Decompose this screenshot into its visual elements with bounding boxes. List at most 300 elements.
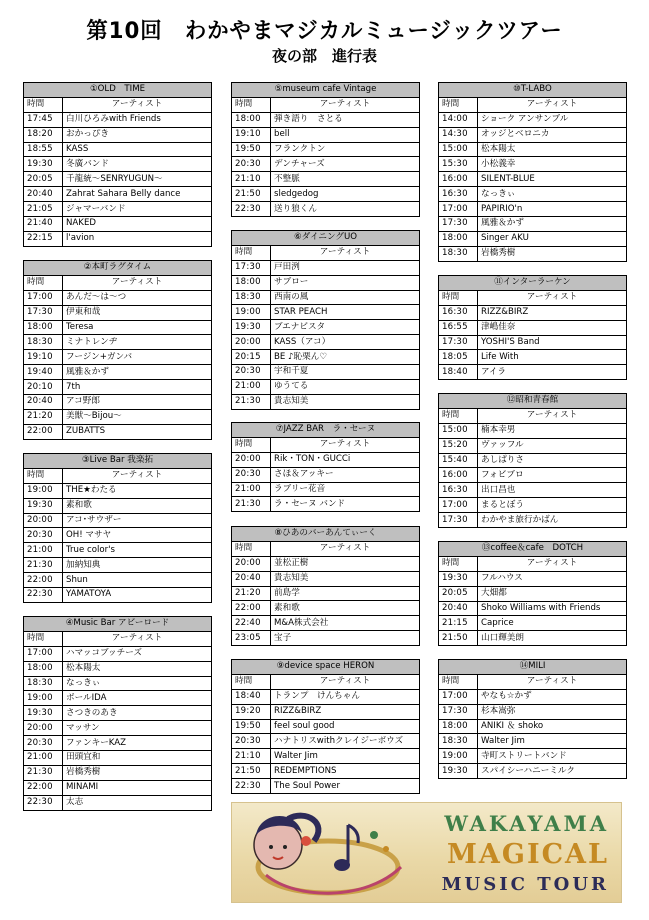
artist-cell: アコ･サウザー xyxy=(63,513,212,528)
table-row xyxy=(232,764,420,779)
table-row xyxy=(24,231,212,246)
time-cell: 19:30 xyxy=(24,498,63,513)
venue-name: ⑭MILI xyxy=(439,660,627,675)
time-cell: 19:30 xyxy=(439,764,478,779)
schedule-table xyxy=(438,393,627,528)
venue-name: ⑨device space HERON xyxy=(232,660,420,675)
artist-cell: Singer AKU xyxy=(478,231,627,246)
time-cell: 22:00 xyxy=(24,573,63,588)
artist-cell: デンチャーズ xyxy=(271,157,420,172)
schedule-table xyxy=(231,230,420,410)
table-row xyxy=(232,394,420,409)
table-row xyxy=(439,217,627,232)
table-row xyxy=(232,704,420,719)
schedule-table xyxy=(23,453,212,603)
table-row xyxy=(439,187,627,202)
artist-cell: トランプ けんちゃん xyxy=(271,689,420,704)
time-cell: 22:00 xyxy=(24,424,63,439)
table-row xyxy=(24,498,212,513)
time-cell: 17:00 xyxy=(439,498,478,513)
artist-cell: 楠本幸男 xyxy=(478,423,627,438)
table-row xyxy=(24,588,212,603)
artist-cell: YAMATOYA xyxy=(63,588,212,603)
artist-cell: マッサン xyxy=(63,721,212,736)
time-column-header: 時間 xyxy=(24,97,63,112)
time-cell: 20:00 xyxy=(24,513,63,528)
table-row xyxy=(232,631,420,646)
table-row xyxy=(439,631,627,646)
table-row xyxy=(24,320,212,335)
time-cell: 20:00 xyxy=(24,721,63,736)
tour-logo-banner xyxy=(231,802,622,903)
artist-column-header: アーティスト xyxy=(271,541,420,556)
venue-name: ⑦JAZZ BAR ラ・セーヌ xyxy=(232,423,420,438)
artist-column-header: アーティスト xyxy=(271,97,420,112)
table-row xyxy=(24,157,212,172)
table-row xyxy=(232,452,420,467)
time-cell: 20:00 xyxy=(232,335,271,350)
table-row xyxy=(232,467,420,482)
time-cell: 18:00 xyxy=(439,231,478,246)
time-column-header: 時間 xyxy=(232,437,271,452)
time-cell: 20:10 xyxy=(24,380,63,395)
time-cell: 21:00 xyxy=(24,751,63,766)
table-row xyxy=(439,320,627,335)
time-cell: 22:30 xyxy=(232,202,271,217)
time-cell: 22:40 xyxy=(232,616,271,631)
table-row xyxy=(439,112,627,127)
time-cell: 17:00 xyxy=(24,290,63,305)
table-row xyxy=(24,127,212,142)
time-cell: 18:20 xyxy=(24,127,63,142)
table-row xyxy=(232,290,420,305)
table-row xyxy=(439,764,627,779)
table-row xyxy=(232,112,420,127)
table-row xyxy=(439,423,627,438)
time-cell: 19:30 xyxy=(24,706,63,721)
time-cell: 19:50 xyxy=(232,142,271,157)
artist-cell: 岩橋秀樹 xyxy=(63,765,212,780)
artist-cell: 田頭宜和 xyxy=(63,751,212,766)
time-column-header: 時間 xyxy=(439,290,478,305)
time-cell: 20:40 xyxy=(24,187,63,202)
artist-cell: おかっぴき xyxy=(63,127,212,142)
artist-column-header: アーティスト xyxy=(478,408,627,423)
artist-cell: オッジとベロニカ xyxy=(478,127,627,142)
artist-cell: sledgedog xyxy=(271,187,420,202)
table-row xyxy=(439,586,627,601)
artist-cell: 貴志知美 xyxy=(271,571,420,586)
table-row xyxy=(439,365,627,380)
venue-schedule xyxy=(438,393,627,528)
venue-name: ⑥ダイニングUO xyxy=(232,231,420,246)
time-cell: 21:30 xyxy=(232,497,271,512)
time-cell: 19:10 xyxy=(24,350,63,365)
venue-schedule xyxy=(438,659,627,779)
artist-cell: 伊東和哉 xyxy=(63,305,212,320)
woman-music-note-logo-icon xyxy=(236,805,416,901)
artist-cell: Walter Jim xyxy=(478,734,627,749)
schedule-table xyxy=(23,260,212,440)
time-column-header: 時間 xyxy=(232,541,271,556)
table-row xyxy=(232,482,420,497)
time-cell: 21:10 xyxy=(232,172,271,187)
table-row xyxy=(439,616,627,631)
venue-name: ②本町ラグタイム xyxy=(24,261,212,276)
time-cell: 19:20 xyxy=(232,704,271,719)
time-cell: 20:00 xyxy=(232,556,271,571)
time-cell: 21:20 xyxy=(24,409,63,424)
table-row xyxy=(232,202,420,217)
artist-cell: アコ野郎 xyxy=(63,395,212,410)
table-row xyxy=(439,157,627,172)
time-cell: 21:10 xyxy=(232,749,271,764)
table-row xyxy=(24,528,212,543)
venue-name: ⑬coffee＆cafe DOTCH xyxy=(439,542,627,557)
artist-cell: 素和歌 xyxy=(63,498,212,513)
artist-cell: 戸田洌 xyxy=(271,260,420,275)
time-cell: 21:30 xyxy=(232,394,271,409)
time-column-header: 時間 xyxy=(439,408,478,423)
table-row xyxy=(232,305,420,320)
time-cell: 21:50 xyxy=(232,187,271,202)
time-cell: 17:00 xyxy=(24,646,63,661)
table-row xyxy=(439,127,627,142)
artist-cell: さほ＆アッキー xyxy=(271,467,420,482)
artist-cell: REDEMPTIONS xyxy=(271,764,420,779)
time-cell: 18:30 xyxy=(439,246,478,261)
time-cell: 15:30 xyxy=(439,157,478,172)
time-cell: 20:30 xyxy=(232,734,271,749)
schedule-table xyxy=(438,82,627,262)
artist-cell: フージン+ガンバ xyxy=(63,350,212,365)
artist-cell: ヴァッフル xyxy=(478,438,627,453)
time-cell: 18:30 xyxy=(24,676,63,691)
artist-cell: SILENT-BLUE xyxy=(478,172,627,187)
table-row xyxy=(24,305,212,320)
table-row xyxy=(24,409,212,424)
time-cell: 18:00 xyxy=(439,719,478,734)
table-row xyxy=(24,751,212,766)
table-row xyxy=(232,275,420,290)
table-row xyxy=(439,335,627,350)
artist-cell: フルハウス xyxy=(478,571,627,586)
venue-name: ③Live Bar 我楽拓 xyxy=(24,454,212,469)
table-row xyxy=(439,601,627,616)
table-row xyxy=(439,689,627,704)
artist-cell: やなも☆かず xyxy=(478,689,627,704)
time-cell: 17:30 xyxy=(439,217,478,232)
artist-cell: 7th xyxy=(63,380,212,395)
table-row xyxy=(232,172,420,187)
time-cell: 16:30 xyxy=(439,187,478,202)
table-row xyxy=(24,721,212,736)
time-column-header: 時間 xyxy=(439,674,478,689)
artist-cell: ラブリー花音 xyxy=(271,482,420,497)
table-row xyxy=(232,601,420,616)
time-cell: 14:30 xyxy=(439,127,478,142)
artist-cell: Zahrat Sahara Belly dance xyxy=(63,187,212,202)
table-row xyxy=(232,571,420,586)
artist-column-header: アーティスト xyxy=(271,437,420,452)
artist-cell: YOSHI'S Band xyxy=(478,335,627,350)
time-column-header: 時間 xyxy=(232,245,271,260)
artist-cell: あんだ～は～つ xyxy=(63,290,212,305)
table-row xyxy=(439,231,627,246)
schedule-table xyxy=(23,82,212,247)
schedule-table xyxy=(231,422,420,512)
time-cell: 21:50 xyxy=(232,764,271,779)
page-subtitle: 夜の部 進行表 xyxy=(271,47,377,65)
schedule-table xyxy=(231,526,420,646)
artist-column-header: アーティスト xyxy=(271,245,420,260)
time-cell: 20:40 xyxy=(24,395,63,410)
time-cell: 18:00 xyxy=(24,661,63,676)
banner-line-magical: MAGICAL xyxy=(447,839,609,870)
time-cell: 22:30 xyxy=(24,795,63,810)
time-cell: 20:05 xyxy=(439,586,478,601)
artist-cell: Shoko Williams with Friends xyxy=(478,601,627,616)
table-row xyxy=(232,689,420,704)
time-cell: 16:00 xyxy=(439,468,478,483)
artist-cell: 松本陽太 xyxy=(63,661,212,676)
venue-schedule xyxy=(231,659,420,794)
artist-cell: 風雅＆かず xyxy=(478,217,627,232)
artist-cell: ショーク アンサンブル xyxy=(478,112,627,127)
table-row xyxy=(232,556,420,571)
time-cell: 20:30 xyxy=(232,365,271,380)
artist-cell: MINAMI xyxy=(63,780,212,795)
time-cell: 17:30 xyxy=(439,704,478,719)
time-column-header: 時間 xyxy=(439,97,478,112)
time-cell: 21:15 xyxy=(439,616,478,631)
time-cell: 22:30 xyxy=(24,588,63,603)
time-cell: 18:55 xyxy=(24,142,63,157)
time-cell: 20:30 xyxy=(232,467,271,482)
schedule-table xyxy=(23,616,212,811)
artist-cell: なっきぃ xyxy=(478,187,627,202)
artist-cell: スパイシーハニーミルク xyxy=(478,764,627,779)
time-cell: 21:40 xyxy=(24,217,63,232)
table-row xyxy=(232,260,420,275)
table-row xyxy=(439,172,627,187)
time-cell: 16:00 xyxy=(439,172,478,187)
artist-cell: 前島学 xyxy=(271,586,420,601)
artist-cell: 西南の風 xyxy=(271,290,420,305)
time-cell: 19:30 xyxy=(24,157,63,172)
artist-column-header: アーティスト xyxy=(478,674,627,689)
time-cell: 18:30 xyxy=(232,290,271,305)
time-cell: 21:00 xyxy=(24,543,63,558)
artist-column-header: アーティスト xyxy=(478,290,627,305)
table-row xyxy=(232,379,420,394)
time-cell: 15:20 xyxy=(439,438,478,453)
time-cell: 21:50 xyxy=(439,631,478,646)
time-cell: 18:00 xyxy=(232,112,271,127)
artist-cell: わかやま旅行かばん xyxy=(478,513,627,528)
artist-cell: 松本陽太 xyxy=(478,142,627,157)
table-row xyxy=(232,497,420,512)
artist-cell: フランクトン xyxy=(271,142,420,157)
time-cell: 20:15 xyxy=(232,350,271,365)
artist-cell: フォビブロ xyxy=(478,468,627,483)
table-row xyxy=(24,558,212,573)
table-row xyxy=(232,734,420,749)
artist-cell: ミナトレンヂ xyxy=(63,335,212,350)
time-cell: 19:10 xyxy=(232,127,271,142)
artist-cell: 小松義幸 xyxy=(478,157,627,172)
artist-cell: 太志 xyxy=(63,795,212,810)
time-cell: 15:00 xyxy=(439,142,478,157)
artist-cell: 津嶋佳奈 xyxy=(478,320,627,335)
venue-schedule xyxy=(23,82,212,247)
artist-cell: 送り狼くん xyxy=(271,202,420,217)
time-cell: 19:30 xyxy=(232,320,271,335)
time-cell: 17:30 xyxy=(439,513,478,528)
schedule-table xyxy=(438,659,627,779)
table-row xyxy=(439,202,627,217)
table-row xyxy=(232,320,420,335)
page-title: 第10回 わかやまマジカルミュージックツアー xyxy=(86,19,563,44)
artist-column-header: アーティスト xyxy=(478,97,627,112)
artist-cell: 宝子 xyxy=(271,631,420,646)
venue-name: ⑤museum cafe Vintage xyxy=(232,83,420,98)
venue-schedule xyxy=(231,422,420,512)
table-row xyxy=(232,127,420,142)
venue-name: ④Music Bar アビーロード xyxy=(24,617,212,632)
artist-cell: 千龍統～SENRYUGUN～ xyxy=(63,172,212,187)
time-cell: 17:45 xyxy=(24,112,63,127)
time-cell: 18:05 xyxy=(439,350,478,365)
time-column-header: 時間 xyxy=(232,674,271,689)
time-column-header: 時間 xyxy=(232,97,271,112)
time-cell: 15:00 xyxy=(439,423,478,438)
artist-cell: ハマッコブッチーズ xyxy=(63,646,212,661)
table-row xyxy=(24,142,212,157)
table-row xyxy=(24,780,212,795)
time-cell: 20:40 xyxy=(439,601,478,616)
table-row xyxy=(24,112,212,127)
table-row xyxy=(439,305,627,320)
artist-cell: Shun xyxy=(63,573,212,588)
artist-cell: ゆうてる xyxy=(271,379,420,394)
table-row xyxy=(24,646,212,661)
table-row xyxy=(24,187,212,202)
artist-cell: The Soul Power xyxy=(271,779,420,794)
table-row xyxy=(24,706,212,721)
artist-cell: 不整脈 xyxy=(271,172,420,187)
time-cell: 17:30 xyxy=(439,335,478,350)
venue-schedule xyxy=(231,230,420,410)
table-row xyxy=(232,350,420,365)
time-cell: 17:00 xyxy=(439,689,478,704)
artist-cell: あしぱりさ xyxy=(478,453,627,468)
time-cell: 16:30 xyxy=(439,483,478,498)
table-row xyxy=(232,142,420,157)
time-cell: 20:30 xyxy=(24,528,63,543)
banner-line-wakayama: WAKAYAMA xyxy=(444,811,609,836)
table-row xyxy=(24,765,212,780)
time-cell: 22:30 xyxy=(232,779,271,794)
venue-schedule xyxy=(23,260,212,440)
table-row xyxy=(439,438,627,453)
time-cell: 14:00 xyxy=(439,112,478,127)
table-row xyxy=(232,719,420,734)
time-cell: 16:30 xyxy=(439,305,478,320)
artist-column-header: アーティスト xyxy=(63,468,212,483)
artist-cell: l'avion xyxy=(63,231,212,246)
time-cell: 21:00 xyxy=(232,482,271,497)
table-row xyxy=(439,246,627,261)
table-row xyxy=(24,335,212,350)
artist-cell: 素和歌 xyxy=(271,601,420,616)
schedule-table xyxy=(231,659,420,794)
venue-name: ⑧ひあのバーあんてぃーく xyxy=(232,527,420,542)
artist-cell: 加納知典 xyxy=(63,558,212,573)
time-cell: 20:40 xyxy=(232,571,271,586)
time-cell: 15:40 xyxy=(439,453,478,468)
table-row xyxy=(24,483,212,498)
schedule-table xyxy=(438,541,627,646)
artist-cell: Walter Jim xyxy=(271,749,420,764)
table-row xyxy=(232,157,420,172)
venue-name: ⑪インターラーケン xyxy=(439,276,627,291)
schedule-table xyxy=(438,275,627,380)
table-row xyxy=(439,498,627,513)
table-row xyxy=(24,350,212,365)
artist-cell: PAPIRIO'n xyxy=(478,202,627,217)
time-cell: 20:30 xyxy=(232,157,271,172)
artist-cell: 大畑都 xyxy=(478,586,627,601)
time-cell: 20:05 xyxy=(24,172,63,187)
artist-cell: NAKED xyxy=(63,217,212,232)
table-row xyxy=(24,202,212,217)
venue-name: ⑩T-LABO xyxy=(439,83,627,98)
table-row xyxy=(24,424,212,439)
time-cell: 18:30 xyxy=(439,734,478,749)
artist-cell: 白川ひろみwith Friends xyxy=(63,112,212,127)
artist-cell: 杉本嵩弥 xyxy=(478,704,627,719)
artist-cell: feel soul good xyxy=(271,719,420,734)
artist-cell: 貴志知美 xyxy=(271,394,420,409)
time-cell: 20:00 xyxy=(232,452,271,467)
artist-column-header: アーティスト xyxy=(478,556,627,571)
time-cell: 18:40 xyxy=(232,689,271,704)
time-cell: 18:00 xyxy=(232,275,271,290)
table-row xyxy=(439,350,627,365)
artist-cell: なっきぃ xyxy=(63,676,212,691)
artist-cell: まるとぼう xyxy=(478,498,627,513)
table-row xyxy=(24,691,212,706)
artist-cell: ブエナビスタ xyxy=(271,320,420,335)
table-row xyxy=(24,736,212,751)
table-row xyxy=(24,543,212,558)
table-row xyxy=(439,513,627,528)
time-column-header: 時間 xyxy=(24,631,63,646)
table-row xyxy=(24,217,212,232)
artist-cell: ZUBATTS xyxy=(63,424,212,439)
schedule-table xyxy=(231,82,420,217)
venue-schedule xyxy=(23,616,212,811)
artist-cell: 弾き語り さとる xyxy=(271,112,420,127)
artist-cell: OH! マサヤ xyxy=(63,528,212,543)
table-row xyxy=(439,719,627,734)
time-cell: 21:30 xyxy=(24,765,63,780)
artist-cell: さつきのあき xyxy=(63,706,212,721)
table-row xyxy=(232,586,420,601)
table-row xyxy=(24,513,212,528)
table-row xyxy=(24,380,212,395)
